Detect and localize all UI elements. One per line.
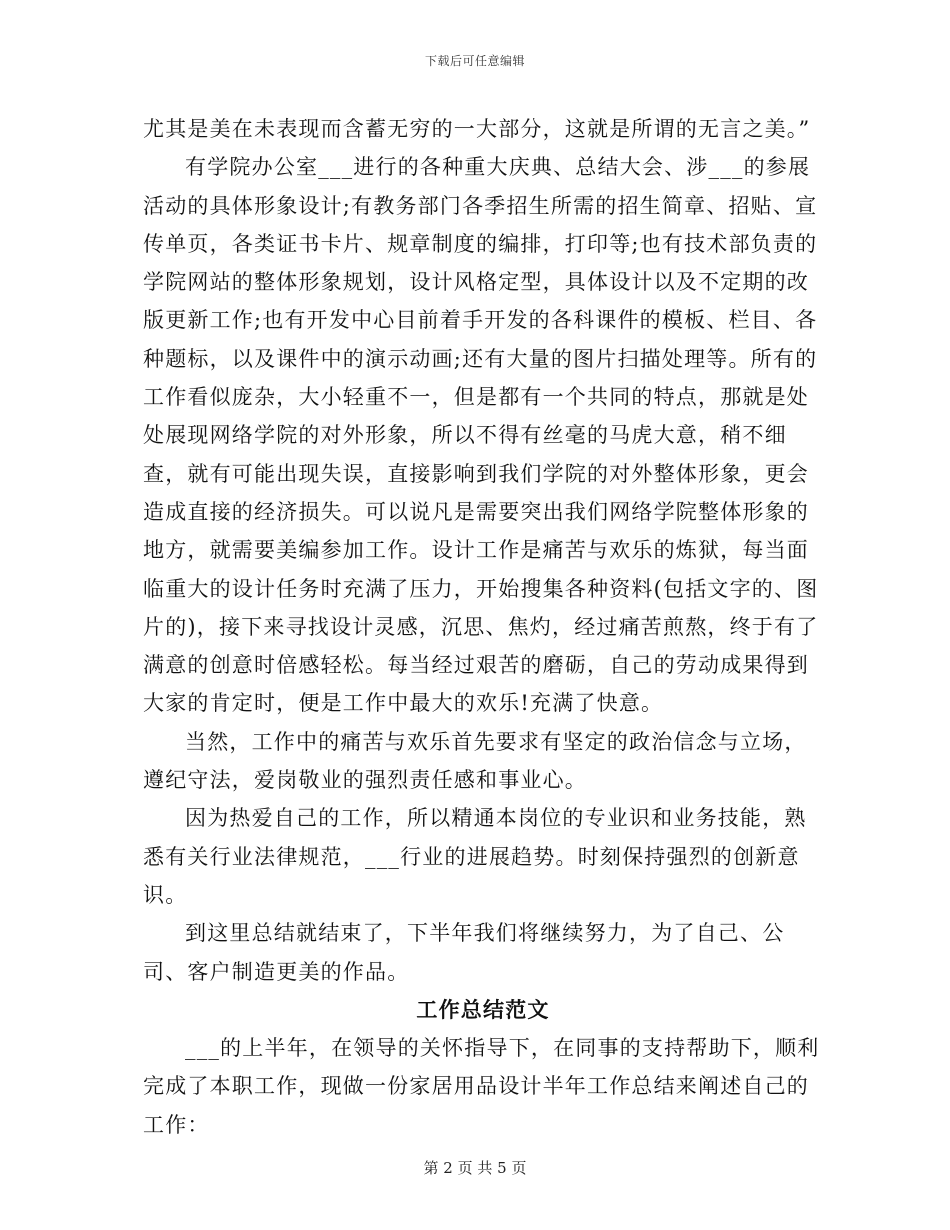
page-footer: 第 2 页 共 5 页 <box>423 1159 527 1177</box>
document-body <box>143 110 823 1144</box>
paragraph-work-scope: 有学院办公室___进行的各种重大庆典、总结大会、涉___的参展活动的具体形象设计;有教务部门各季招生所需的招生简章、招贴、宣传单页，各类证书卡片、规章制度的编排，打印等;也有技术部负责的学院网站的整体形象规划，设计风格定型，具体设计以及不定期的改版更新工作;也有开发中心目前着手开发的各科课件的模板、栏目、各种题标，以及课件中的演示动画;还有大量的图片扫描处理等。所有的工作看似庞杂，大小轻重不一，但是都有一个共同的特点，那就是处处展现网络学院的对外形象，所以不得有丝毫的马虎大意，稍不细查，就有可能出现失误，直接影响到我们学院的对外整体形象，更会造成直接的经济损失。可以说凡是需要突出我们网络学院整体形象的地方，就需要美编参加工作。设计工作是痛苦与欢乐的炼狱，每当面临重大的设计任务时充满了压力，开始搜集各种资料(包括文字的、图片的)，接下来寻找设计灵感，沉思、焦灼，经过痛苦煎熬，终于有了满意的创意时倍感轻松。每当经过艰苦的磨砺，自己的劳动成果得到大家的肯定时，便是工作中最大的欢乐!充满了快意。 <box>143 155 819 716</box>
paragraph-continuation: 尤其是美在未表现而含蓄无穷的一大部分，这就是所谓的无言之美。” <box>143 117 811 141</box>
paragraph-professional-skills: 因为热爱自己的工作，所以精通本岗位的专业识和业务技能，熟悉有关行业法律规范，___行业的进展趋势。时刻保持强烈的创新意识。 <box>143 806 807 907</box>
paragraph-section-intro: ___的上半年，在领导的关怀指导下，在同事的支持帮助下，顺利完成了本职工作，现做一份家居用品设计半年工作总结来阐述自己的工作： <box>143 1036 820 1137</box>
page-header: 下载后可任意编辑 <box>424 54 525 68</box>
section-title: 工作总结范文 <box>416 996 550 1022</box>
paragraph-political-stance: 当然，工作中的痛苦与欢乐首先要求有坚定的政治信念与立场，遵纪守法，爱岗敬业的强烈责任感和事业心。 <box>143 729 807 793</box>
paragraph-conclusion: 到这里总结就结束了，下半年我们将继续努力，为了自己、公司、客户制造更美的作品。 <box>143 921 785 984</box>
